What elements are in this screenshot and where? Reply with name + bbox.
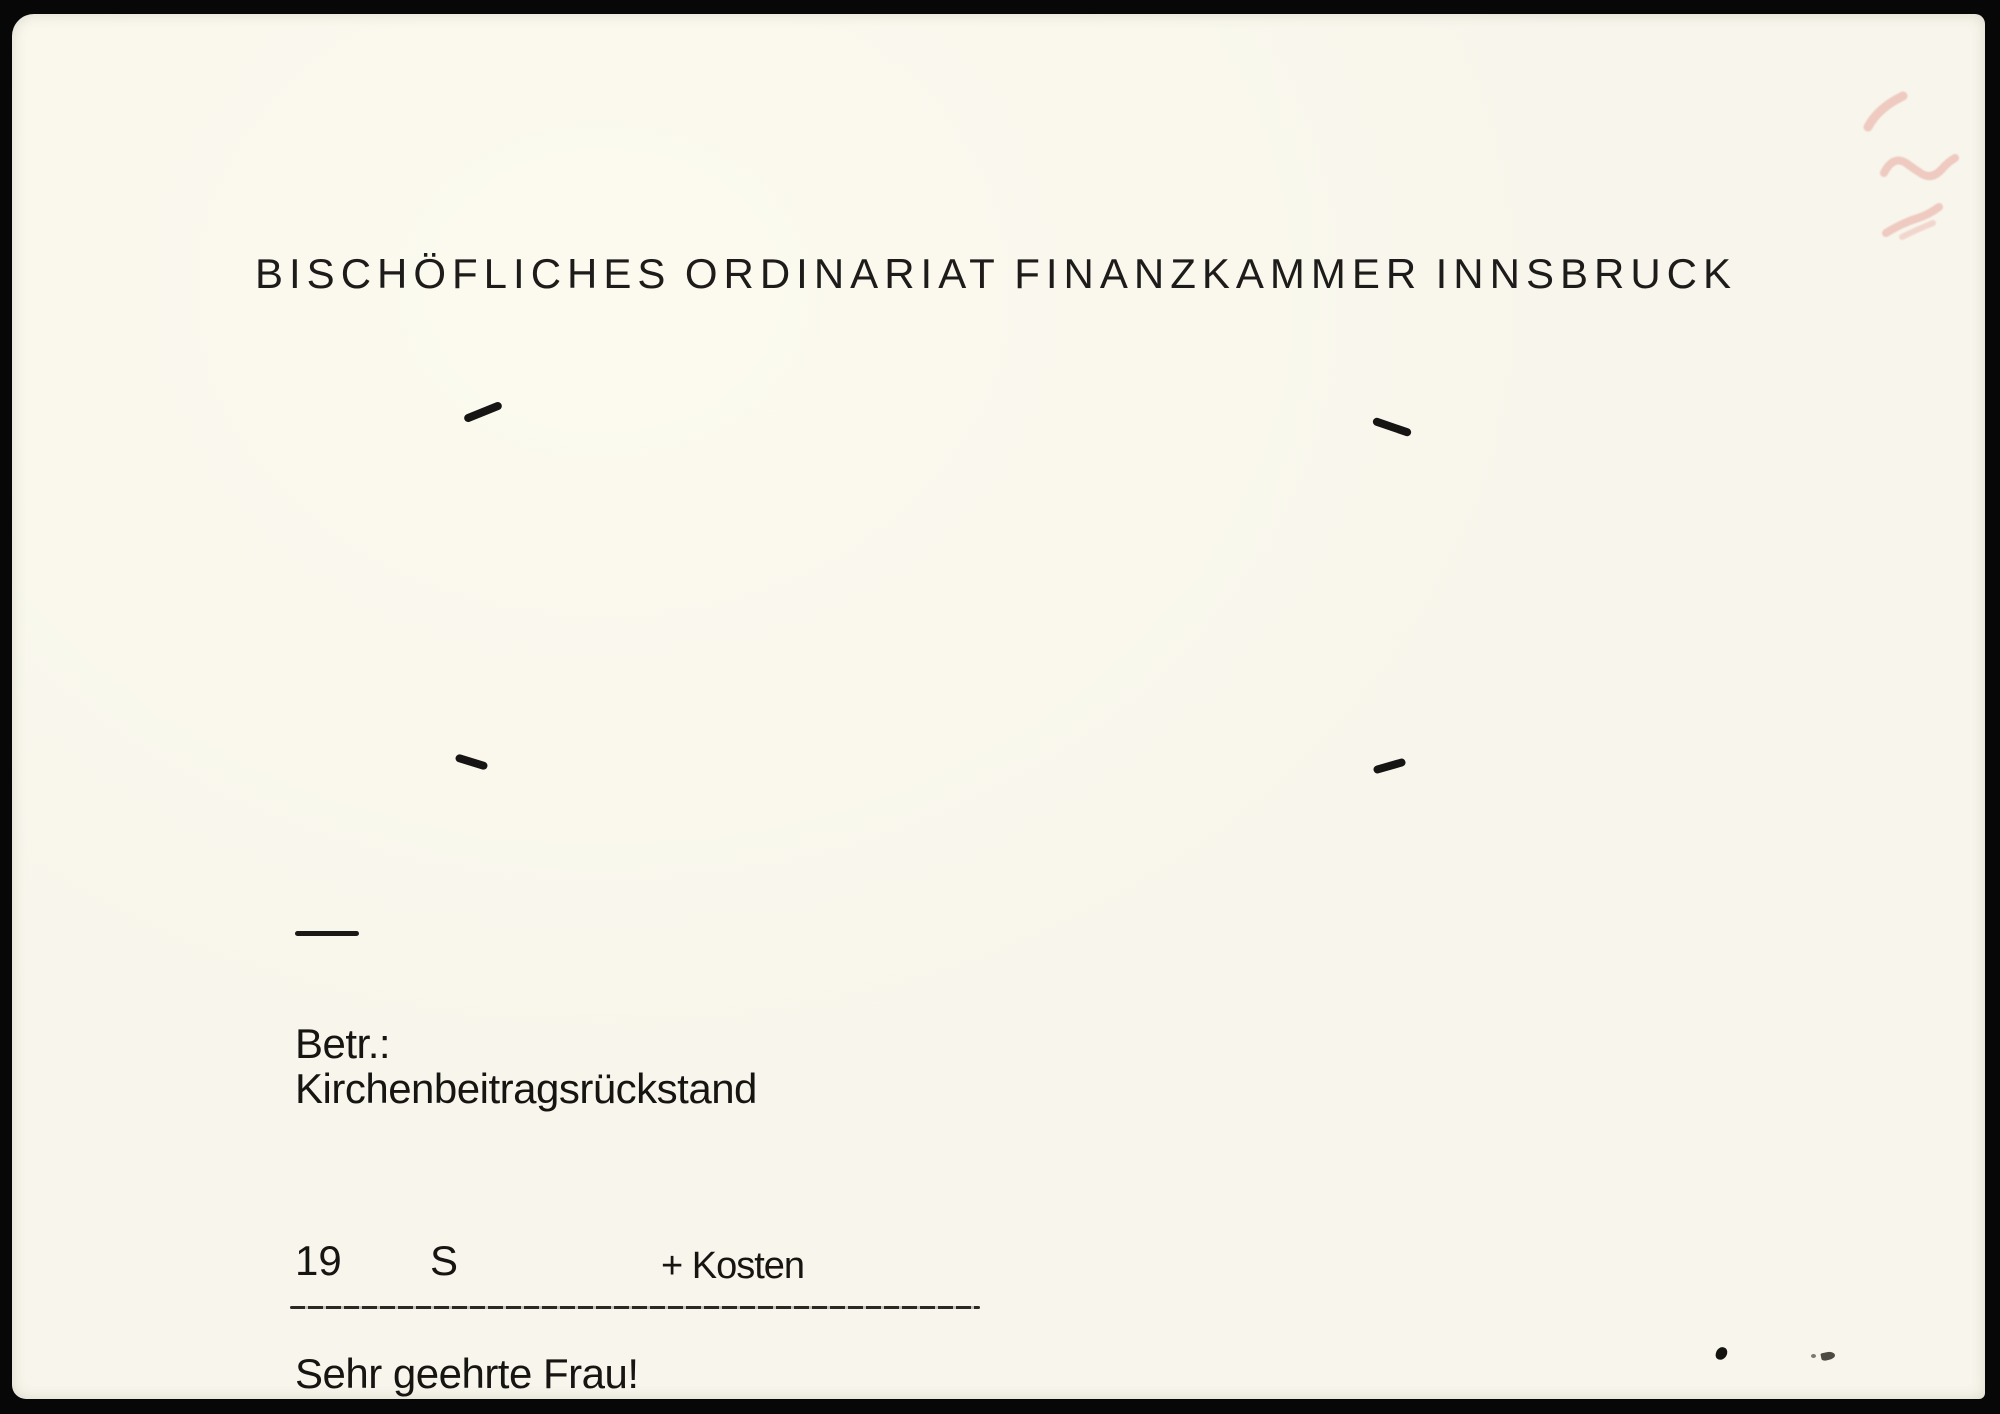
address-window-corner-mark-top-left bbox=[463, 401, 503, 423]
amount-row bbox=[12, 1237, 1985, 1287]
ink-speck bbox=[1811, 1354, 1816, 1358]
address-window-corner-mark-bottom-left bbox=[455, 753, 489, 770]
amount-fill-in-underline bbox=[290, 1306, 980, 1309]
subject-block bbox=[295, 1021, 757, 1111]
red-pencil-stroke-2 bbox=[1884, 158, 1955, 176]
letterhead-word-4: INNSBRUCK bbox=[1435, 250, 1737, 297]
currency-symbol: S bbox=[430, 1237, 459, 1284]
red-pencil-marks bbox=[1840, 70, 2000, 270]
red-pencil-stroke-1 bbox=[1868, 96, 1903, 127]
address-window-corner-mark-bottom-right bbox=[1373, 758, 1407, 775]
subject-label: Betr.: bbox=[295, 1020, 391, 1067]
letterhead-word-1: BISCHÖFLICHES bbox=[255, 250, 672, 297]
letterhead-word-3: FINANZKAMMER bbox=[1014, 250, 1423, 297]
address-window-corner-mark-top-right bbox=[1372, 417, 1412, 438]
salutation-line: Sehr geehrte Frau! bbox=[295, 1350, 639, 1397]
letterhead-title bbox=[255, 250, 1737, 298]
letter-paper bbox=[12, 14, 1985, 1399]
letterhead-word-2: ORDINARIAT bbox=[684, 250, 1001, 297]
ink-smudge bbox=[1820, 1351, 1835, 1362]
reference-dash-line bbox=[295, 931, 359, 936]
subject-value: Kirchenbeitragsrückstand bbox=[295, 1065, 757, 1112]
costs-suffix: + Kosten bbox=[661, 1245, 805, 1287]
year-prefix: 19 bbox=[295, 1237, 342, 1284]
ink-spot bbox=[1715, 1346, 1729, 1361]
